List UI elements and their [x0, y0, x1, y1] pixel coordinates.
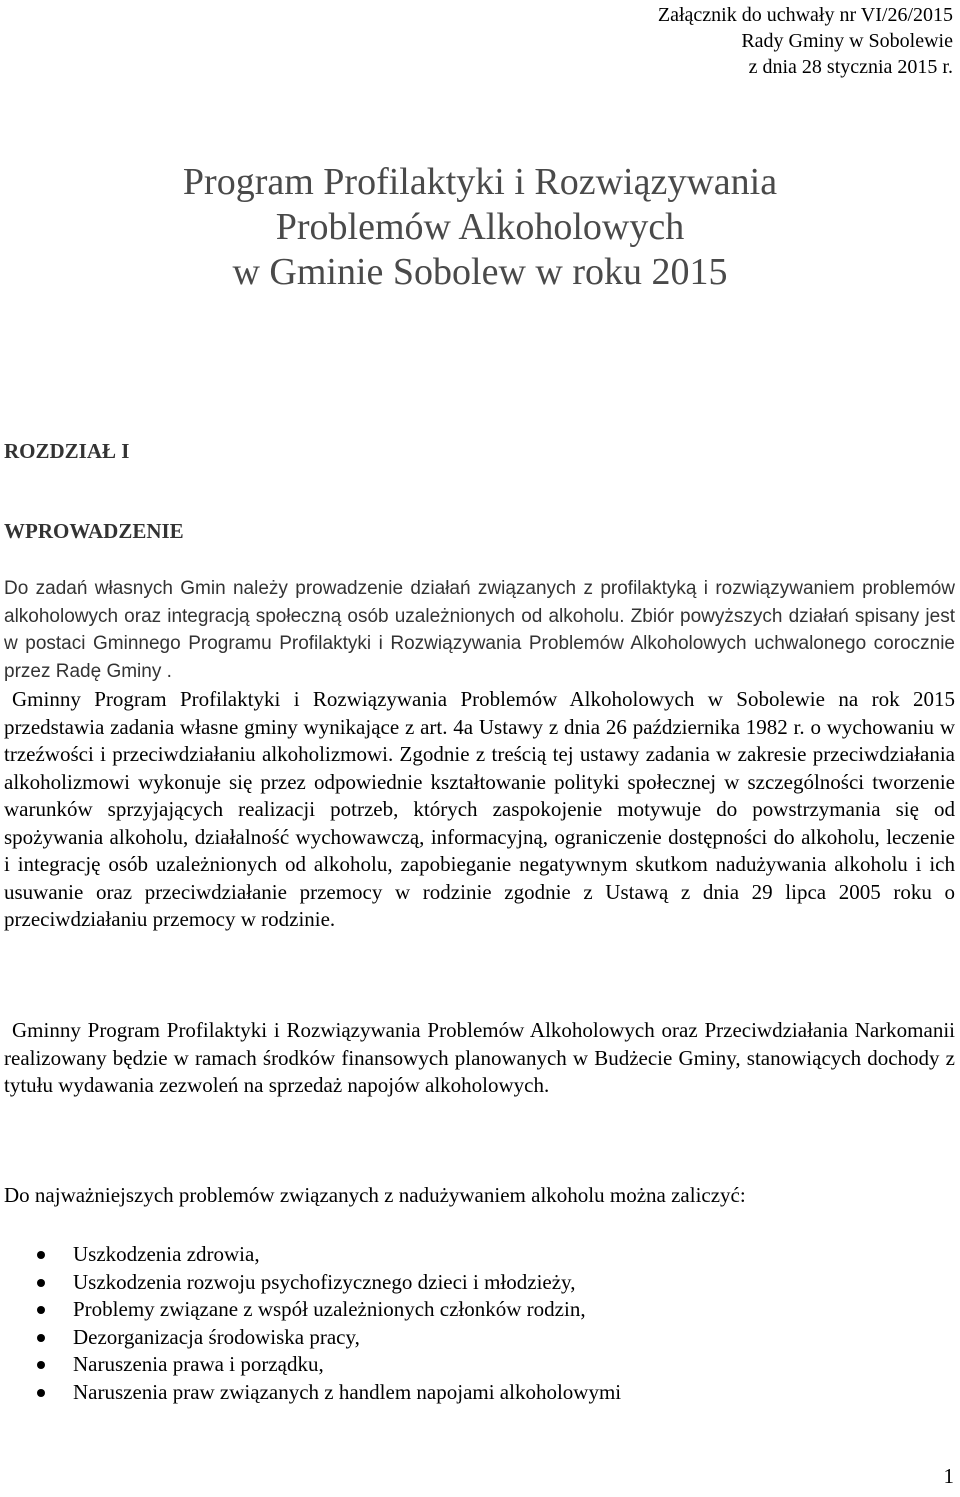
list-item-text: Naruszenia prawa i porządku,	[73, 1352, 324, 1376]
paragraph-financing-text: Gminny Program Profilaktyki i Rozwiązywania Problemów Alkoholowych oraz Przeciwdziałania Narkomanii realizowany będzie w ramach środków finansowych planowanych w Budżecie Gminy, stanowiących dochody z tytułu wydawania zezwoleń na sprzedaż napojów alkoholowych.	[4, 1018, 955, 1097]
chapter-number: ROZDZIAŁ I	[4, 439, 130, 463]
list-item	[0, 1269, 621, 1297]
paragraph-problems-lead: Do najważniejszych problemów związanych z nadużywaniem alkoholu można zaliczyć:	[4, 1183, 746, 1207]
list-item	[0, 1351, 621, 1379]
title-line-2: Problemów Alkoholowych	[275, 206, 685, 248]
title-line-1: Program Profilaktyki i Rozwiązywania	[182, 161, 778, 203]
list-item	[0, 1296, 621, 1324]
bullet-icon	[37, 1334, 45, 1342]
annex-line-2: Rady Gminy w Sobolewie	[741, 30, 953, 52]
document-title	[0, 160, 960, 295]
list-item-text: Uszkodzenia rozwoju psychofizycznego dzieci i młodzieży,	[73, 1269, 576, 1294]
list-item-text: Uszkodzenia zdrowia,	[73, 1242, 260, 1266]
list-item	[0, 1241, 621, 1269]
paragraph-program-2015	[4, 686, 955, 934]
list-item	[0, 1379, 621, 1407]
title-line-3: w Gminie Sobolew w roku 2015	[232, 251, 728, 293]
annex-line-1: Załącznik do uchwały nr VI/26/2015	[657, 4, 953, 26]
paragraph-program-2015-text: Gminny Program Profilaktyki i Rozwiązywania Problemów Alkoholowych w Sobolewie na rok 2015 przedstawia zadania własne gminy wynikające z art. 4a Ustawy z dnia 26 października 1982 r. o wychowaniu w trzeźwości i przeciwdziałaniu alkoholizmowi. Zgodnie z treścią tej ustawy zadania w zakresie przeciwdziałania alkoholizmowi wykonuje się przez odpowiednie kształtowanie polityki społecznej w szczególności tworzenie warunków sprzyjających realizacji potrzeb, których zaspokojenie motywuje do powstrzymania się od spożywania alkoholu, działalność wychowawczą, informacyjną, ograniczenie dostępności do alkoholu, leczenie i integrację osób uzależnionych od alkoholu, zapobieganie negatywnym skutkom nadużywania alkoholu i ich usuwanie oraz przeciwdziałanie przemocy w rodzinie zgodnie z Ustawą z dnia 29 lipca 2005 roku o przeciwdziałaniu przemocy w rodzinie.	[4, 687, 955, 931]
bullet-icon	[37, 1279, 45, 1287]
list-item-text: Naruszenia praw związanych z handlem napojami alkoholowymi	[73, 1379, 622, 1404]
bullet-icon	[37, 1361, 45, 1369]
page-number: 1	[943, 1464, 954, 1488]
annex-note	[658, 2, 953, 80]
paragraph-intro: Do zadań własnych Gmin należy prowadzenie działań związanych z profilaktyką i rozwiązywaniem problemów alkoholowych oraz integracją społeczną osób uzależnionych od alkoholu. Zbiór powyższych działań spisany jest w postaci Gminnego Programu Profilaktyki i Rozwiązywania Problemów Alkoholowych uchwalonego corocznie przez Radę Gminy .	[4, 578, 955, 682]
problems-list	[0, 1241, 621, 1406]
list-item	[0, 1324, 621, 1352]
list-item-text: Dezorganizacja środowiska pracy,	[73, 1324, 360, 1349]
annex-line-3: z dnia 28 stycznia 2015 r.	[748, 56, 953, 78]
bullet-icon	[37, 1251, 45, 1259]
bullet-icon	[37, 1306, 45, 1314]
bullet-icon	[37, 1389, 45, 1397]
chapter-heading: WPROWADZENIE	[4, 519, 184, 543]
paragraph-financing	[4, 1017, 955, 1100]
list-item-text: Problemy związane z współ uzależnionych członków rodzin,	[73, 1297, 586, 1321]
